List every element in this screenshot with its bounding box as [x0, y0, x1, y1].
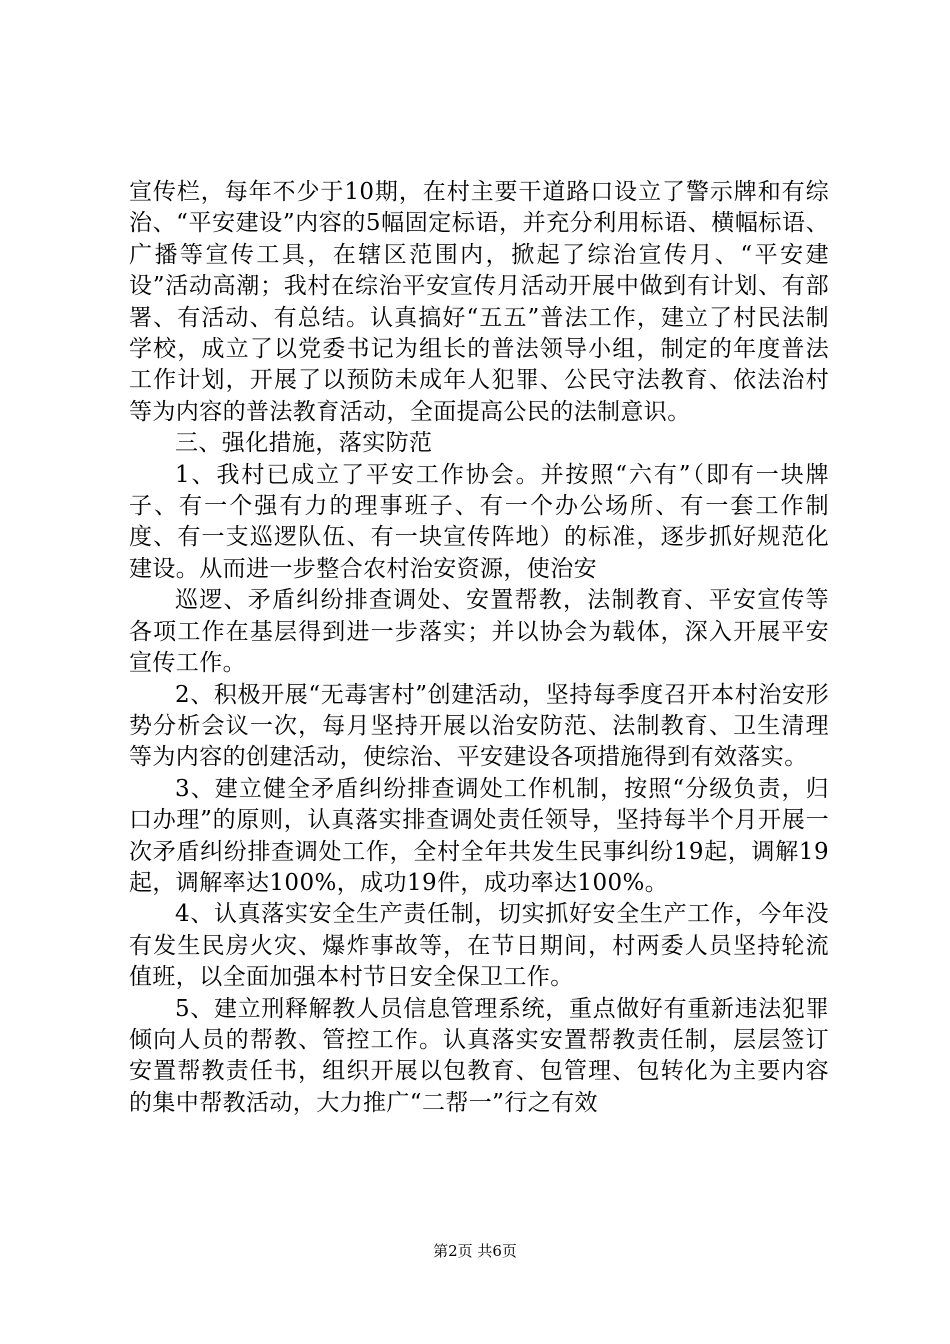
paragraph-item-5: 5、建立刑释解教人员信息管理系统，重点做好有重新违法犯罪倾向人员的帮教、管控工作。认真落实安置帮教责任制，层层签订安置帮教责任书，组织开展以包教育、包管理、包转化为主要内容的集中帮教活动，大力推广“二帮一”行之有效	[129, 995, 829, 1116]
paragraph-item-1-continued: 巡逻、矛盾纠纷排查调处、安置帮教，法制教育、平安宣传等各项工作在基层得到进一步落实；并以协会为载体，深入开展平安宣传工作。	[129, 587, 829, 677]
paragraph-item-2: 2、积极开展“无毒害村”创建活动，坚持每季度召开本村治安形势分析会议一次，每月坚持开展以治安防范、法制教育、卫生清理等为内容的创建活动，使综治、平安建设各项措施得到有效落实。	[129, 681, 829, 771]
paragraph-publicity: 宣传栏，每年不少于10期，在村主要干道路口设立了警示牌和有综治、“平安建设”内容的5幅固定标语，并充分利用标语、横幅标语、广播等宣传工具，在辖区范围内，掀起了综治宣传月、“平安建设”活动高潮；我村在综治平安宣传月活动开展中做到有计划、有部署、有活动、有总结。认真搞好“五五”普法工作，建立了村民法制学校，成立了以党委书记为组长的普法领导小组，制定的年度普法工作计划，开展了以预防未成年人犯罪、公民守法教育、依法治村等为内容的普法教育活动，全面提高公民的法制意识。	[129, 179, 829, 425]
page-number-footer: 第2页 共6页	[433, 1242, 517, 1260]
paragraph-item-1: 1、我村已成立了平安工作协会。并按照“六有”（即有一块牌子、有一个强有力的理事班子、有一个办公场所、有一套工作制度、有一支巡逻队伍、有一块宣传阵地）的标准，逐步抓好规范化建设。从而进一步整合农村治安资源，使治安	[129, 461, 829, 582]
document-body	[129, 177, 829, 1119]
paragraph-item-3: 3、建立健全矛盾纠纷排查调处工作机制，按照“分级负责，归口办理”的原则，认真落实排查调处责任领导，坚持每半个月开展一次矛盾纠纷排查调处工作，全村全年共发生民事纠纷19起，调解19起，调解率达100%，成功19件，成功率达100%。	[129, 775, 829, 896]
paragraph-item-4: 4、认真落实安全生产责任制，切实抓好安全生产工作，今年没有发生民房火灾、爆炸事故等，在节日期间，村两委人员坚持轮流值班，以全面加强本村节日安全保卫工作。	[129, 901, 829, 991]
section-heading-3: 三、强化措施，落实防范	[175, 430, 433, 457]
